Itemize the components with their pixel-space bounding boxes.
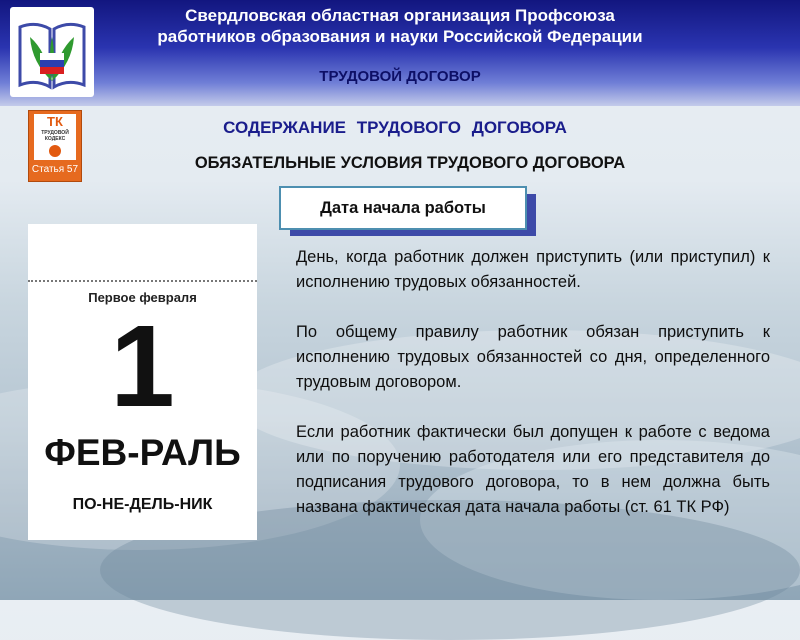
paragraph-actual-admission: Если работник фактически был допущен к работе с ведома или по поручению работодателя или его представителя до подписания трудового договора, то в нем должна быть названа фактическая дата начала работы (ст. 61 ТК РФ) [296,423,770,516]
paragraph-definition: День, когда работник должен приступить (или приступил) к исполнению трудовых обязанностей. [296,248,770,291]
badge-line1: ТРУДОВОЙ [41,130,69,136]
org-name-line2: работников образования и науки Российской Федерации [157,27,643,46]
header-banner [0,0,800,106]
topic-label: Дата начала работы [279,186,527,230]
union-emblem-icon [10,7,94,97]
org-name-line1: Свердловская областная организация Профсоюза [185,6,615,25]
emblem-icon [47,144,63,158]
labor-code-badge [28,110,82,182]
badge-line2: КОДЕКС [44,136,66,142]
badge-article: Статья 57 [31,164,79,175]
calendar-weekday: ПО-НЕ-ДЕЛЬ-НИК [72,496,213,513]
presentation-subtitle: ТРУДОВОЙ ДОГОВОР [319,68,481,85]
calendar-date-words: Первое февраля [88,290,197,305]
calendar-month: ФЕВ-РАЛЬ [44,432,241,473]
section-title: СОДЕРЖАНИЕ ТРУДОВОГО ДОГОВОРА [223,118,567,137]
explanation-text [296,245,770,545]
labor-code-cover [34,114,76,160]
badge-letters: ТК [47,114,63,129]
subsection-title: ОБЯЗАТЕЛЬНЫЕ УСЛОВИЯ ТРУДОВОГО ДОГОВОРА [194,154,626,172]
calendar-page [28,224,257,540]
paragraph-general-rule: По общему правилу работник обязан приступить к исполнению трудовых обязанностей со дня, определенного трудовым договором. [296,323,770,391]
tear-line [28,280,257,282]
calendar-day-number: 1 [110,301,175,431]
